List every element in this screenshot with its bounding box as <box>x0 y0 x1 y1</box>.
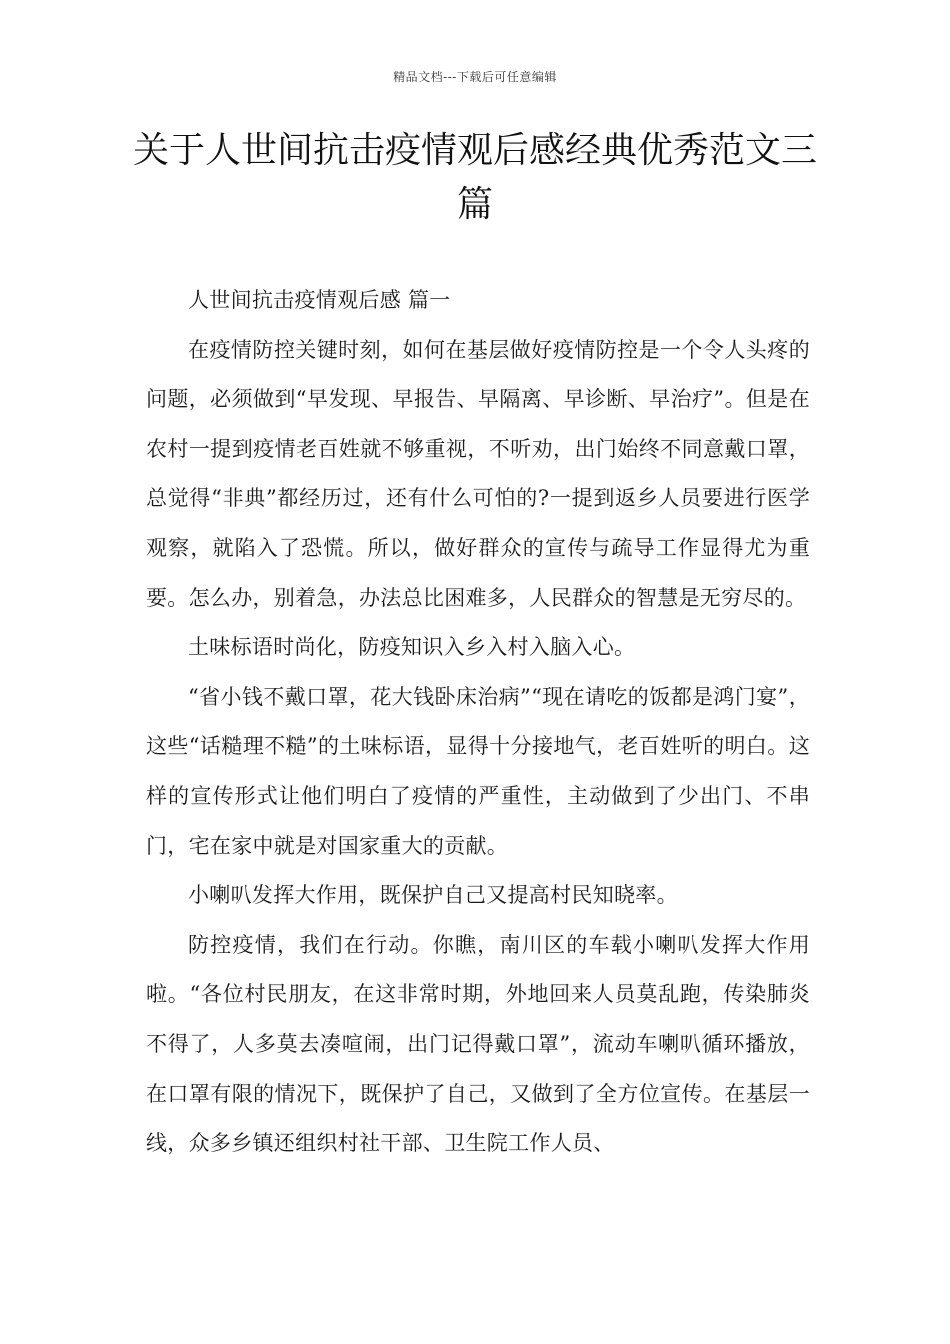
body-paragraph: 土味标语时尚化，防疫知识入乡入村入脑入心。 <box>188 635 636 660</box>
body-paragraph: “省小钱不戴口罩，花大钱卧床治病”“现在请吃的饭都是鸿门宴”，这些“话糙理不糙”的土味标语，显得十分接地气，老百姓听的明白。这样的宣传形式让他们明白了疫情的严重性，主动做到了少出门、不串门，宅在家中就是对国家重大的贡献。 <box>146 684 810 858</box>
document-body <box>146 276 810 1169</box>
document-title: 关于人世间抗击疫情观后感经典优秀范文三篇 <box>132 130 817 225</box>
page-header: 精品文档---下载后可任意编辑 <box>393 70 557 84</box>
body-paragraph: 在疫情防控关键时刻，如何在基层做好疫情防控是一个令人头疼的问题，必须做到“早发现、早报告、早隔离、早诊断、早治疗”。但是在农村一提到疫情老百姓就不够重视，不听劝，出门始终不同意戴口罩，总觉得“非典”都经历过，还有什么可怕的?一提到返乡人员要进行医学观察，就陷入了恐慌。所以，做好群众的宣传与疏导工作显得尤为重要。怎么办，别着急，办法总比困难多，人民群众的智慧是无穷尽的。 <box>146 337 810 610</box>
body-paragraph: 防控疫情，我们在行动。你瞧，南川区的车载小喇叭发挥大作用啦。“各位村民朋友，在这非常时期，外地回来人员莫乱跑，传染肺炎不得了，人多莫去凑喧闹，出门记得戴口罩”，流动车喇叭循环播放，在口罩有限的情况下，既保护了自己，又做到了全方位宣传。在基层一线，众多乡镇还组织村社干部、卫生院工作人员、 <box>146 932 810 1156</box>
body-paragraph: 小喇叭发挥大作用，既保护自己又提高村民知晓率。 <box>188 883 678 908</box>
section-heading: 人世间抗击疫情观后感 篇一 <box>188 288 451 312</box>
